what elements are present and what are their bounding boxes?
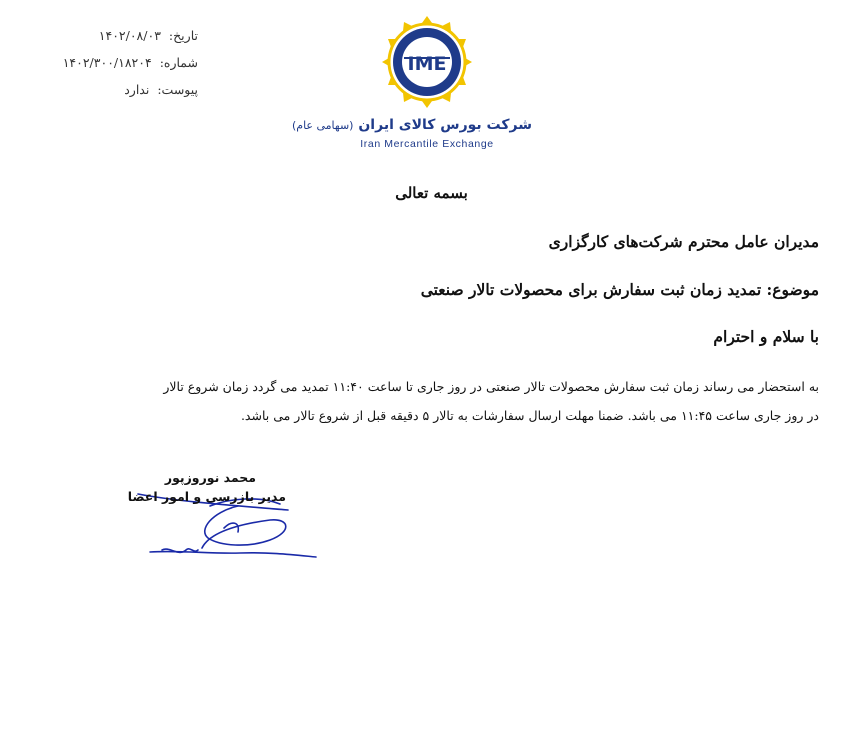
ime-logo-emblem	[379, 14, 475, 110]
attachment-row	[58, 76, 198, 103]
logo-mark-text: IME	[407, 53, 447, 75]
body-line-2: در روز جاری ساعت ۱۱:۴۵ می باشد. ضمنا مهلت ارسال سفارشات به تالار ۵ دقیقه قبل از شروع تالار می باشد.	[240, 408, 819, 423]
number-row	[58, 49, 198, 76]
company-name-en: Iran Mercantile Exchange	[360, 138, 494, 150]
body-line-1: به استحضار می رساند زمان ثبت سفارش محصولات تالار صنعتی در روز جاری تا ساعت ۱۱:۴۰ تمدید می گردد زمان شروع تالار	[163, 379, 819, 394]
letter-meta	[58, 22, 198, 103]
signatory-name: محمد نوروزپور	[164, 470, 256, 485]
letter-body	[39, 372, 819, 430]
date-value: ۱۴۰۲/۰۸/۰۳	[98, 28, 161, 43]
number-value: ۱۴۰۲/۳۰۰/۱۸۲۰۴	[62, 55, 152, 70]
company-name-fa	[291, 117, 532, 133]
letter-heading: بسمه تعالی	[395, 184, 468, 202]
date-row	[58, 22, 198, 49]
company-name-fa-main: شرکت بورس کالای ایران	[358, 117, 532, 133]
company-logo	[291, 14, 532, 156]
signatory-title: مدیر بازرسی و امور اعضا	[127, 489, 286, 504]
attachment-value: ندارد	[124, 82, 150, 97]
signature-block	[120, 462, 330, 572]
recipient-line: مدیران عامل محترم شرکت‌های کارگزاری	[548, 232, 819, 251]
number-label: شماره:	[159, 55, 198, 70]
subject-line: موضوع: تمدید زمان ثبت سفارش برای محصولات تالار صنعتی	[420, 280, 819, 299]
date-label: تاریخ:	[168, 28, 198, 43]
company-type-fa: (سهامی عام)	[291, 119, 354, 132]
greeting-line: با سلام و احترام	[713, 327, 819, 346]
attachment-label: پیوست:	[157, 82, 198, 97]
